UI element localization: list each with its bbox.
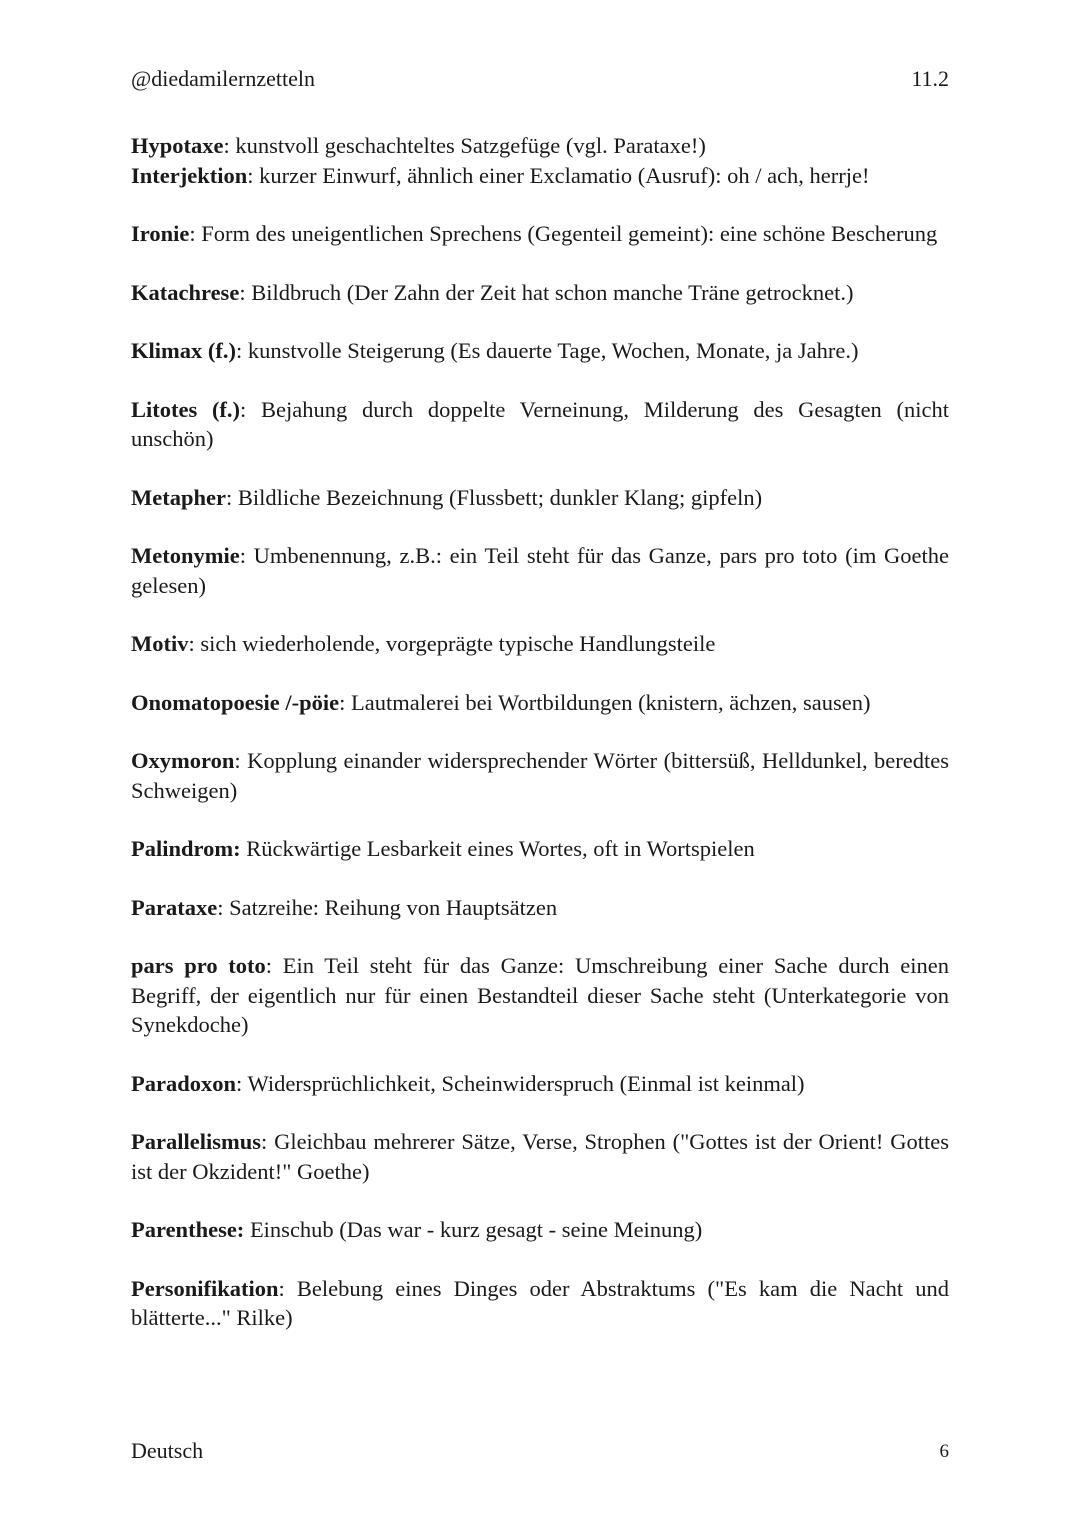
entry-term: Parataxe <box>131 894 218 920</box>
glossary-entry <box>131 834 949 864</box>
glossary-entry <box>131 746 949 805</box>
glossary-entry <box>131 395 949 454</box>
entry-term: Onomatopoesie /-pöie <box>131 689 340 715</box>
entry-term: Metonymie <box>131 543 240 568</box>
entry-definition: Einschub (Das war - kurz gesagt - seine Meinung) <box>244 1217 703 1242</box>
glossary-entry <box>131 483 949 513</box>
entry-term: Klimax (f.) <box>131 338 236 363</box>
glossary-entry <box>131 219 949 249</box>
glossary-entry <box>131 893 949 923</box>
entry-definition: : Umbenennung, z.B.: ein Teil steht für das Ganze, pars pro toto (im Goethe gelesen) <box>131 543 949 598</box>
entry-definition: : Bejahung durch doppelte Verneinung, Milderung des Gesagten (nicht unschön) <box>131 396 949 451</box>
entry-definition: : Bildbruch (Der Zahn der Zeit hat schon manche Träne getrocknet.) <box>239 279 854 305</box>
glossary-entry <box>131 131 949 161</box>
entry-definition: : Bildliche Bezeichnung (Flussbett; dunkler Klang; gipfeln) <box>225 484 763 510</box>
entry-definition: : Belebung eines Dinges oder Abstraktums ("Es kam die Nacht und blätterte..." Rilke) <box>131 1275 949 1330</box>
entry-definition: : sich wiederholende, vorgeprägte typische Handlungsteile <box>188 631 716 656</box>
header-section: 11.2 <box>911 66 949 91</box>
entry-term: Parenthese: <box>131 1217 245 1242</box>
entry-term: Katachrese <box>131 279 240 305</box>
entry-definition: : Ein Teil steht für das Ganze: Umschreibung einer Sache durch einen Begriff, der eigentlich nur für einen Bestandteil dieser Sache steht (Unterkategorie von Synekdoche) <box>131 953 949 1037</box>
glossary-entry <box>131 278 949 308</box>
glossary-entry <box>131 336 949 366</box>
entry-definition: : kunstvolle Steigerung (Es dauerte Tage, Wochen, Monate, ja Jahre.) <box>235 338 859 363</box>
header-account: @diedamilernzetteln <box>131 66 315 91</box>
entry-definition: : Form des uneigentlichen Sprechens (Gegenteil gemeint): eine schöne Bescherung <box>189 221 938 246</box>
entry-definition: : Satzreihe: Reihung von Hauptsätzen <box>217 894 558 920</box>
entry-definition: : Lautmalerei bei Wortbildungen (knistern, ächzen, sausen) <box>339 689 871 715</box>
entry-definition: : Widersprüchlichkeit, Scheinwiderspruch (Einmal ist keinmal) <box>236 1070 805 1096</box>
glossary-entry <box>131 161 949 191</box>
entry-term: Metapher <box>131 484 226 510</box>
glossary-body <box>131 131 949 1362</box>
glossary-entry <box>131 951 949 1040</box>
entry-definition: : Gleichbau mehrerer Sätze, Verse, Strophen ("Gottes ist der Orient! Gottes ist der Okzident!" Goethe) <box>131 1129 949 1184</box>
glossary-entry <box>131 1215 949 1245</box>
footer-page-number: 6 <box>939 1441 949 1462</box>
glossary-entry <box>131 1127 949 1186</box>
glossary-entry <box>131 541 949 600</box>
glossary-entry <box>131 1069 949 1099</box>
footer-subject: Deutsch <box>131 1438 204 1463</box>
entry-term: Hypotaxe <box>131 133 224 158</box>
entry-definition: : Kopplung einander widersprechender Wörter (bittersüß, Helldunkel, beredtes Schweigen) <box>131 748 949 803</box>
entry-term: Paradoxon <box>131 1070 237 1096</box>
glossary-entry <box>131 688 949 718</box>
entry-term: Oxymoron <box>131 748 235 773</box>
entry-term: Palindrom: <box>131 836 241 861</box>
glossary-entry <box>131 1274 949 1333</box>
entry-definition: : kurzer Einwurf, ähnlich einer Exclamatio (Ausruf): oh / ach, herrje! <box>247 162 870 188</box>
entry-term: Personifikation <box>131 1275 279 1301</box>
entry-definition: : kunstvoll geschachteltes Satzgefüge (vgl. Parataxe!) <box>223 133 706 158</box>
entry-term: Ironie <box>131 221 190 246</box>
entry-definition: Rückwärtige Lesbarkeit eines Wortes, oft in Wortspielen <box>240 836 755 861</box>
glossary-entry <box>131 629 949 659</box>
entry-term: Parallelismus <box>131 1129 261 1154</box>
entry-term: Litotes (f.) <box>131 396 241 422</box>
entry-term: Interjektion <box>131 162 248 188</box>
entry-term: Motiv <box>131 631 189 656</box>
entry-term: pars pro toto <box>131 953 266 978</box>
